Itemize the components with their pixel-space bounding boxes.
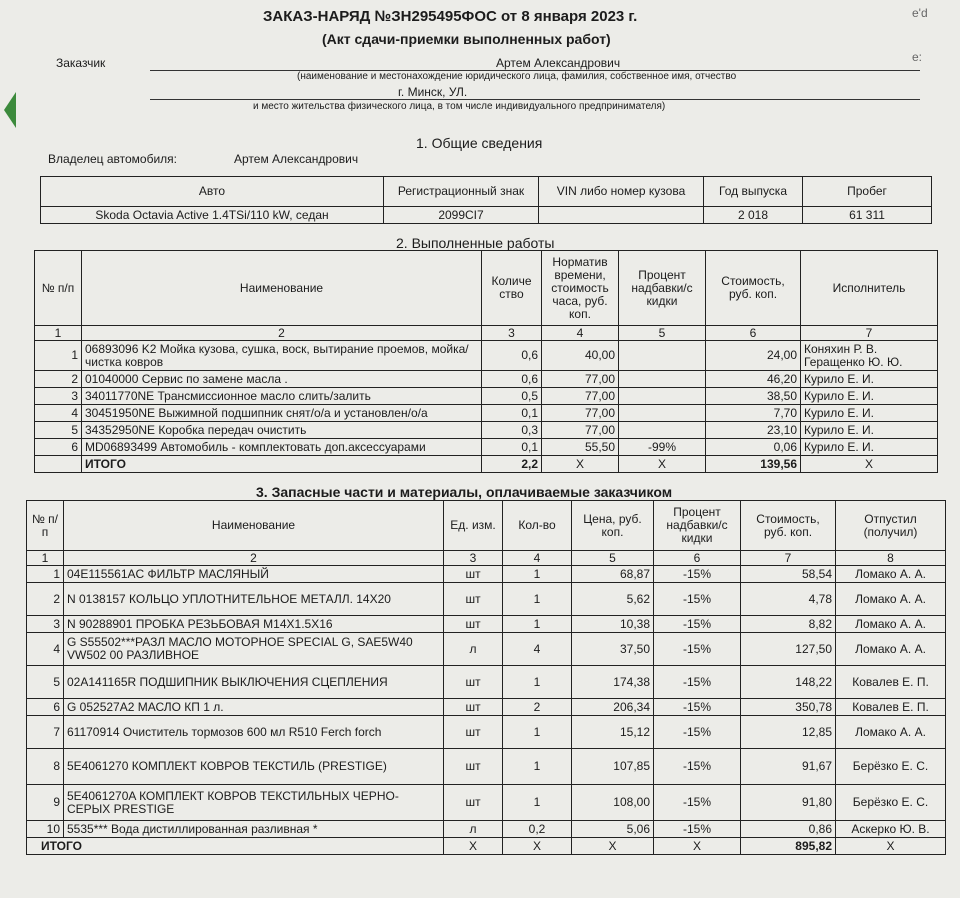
row-rate: 77,00 — [542, 405, 619, 422]
row-name: 5E4061270A КОМПЛЕКТ КОВРОВ ТЕКСТИЛЬНЫХ ЧЕРНО-СЕРЫХ PRESTIGE — [64, 785, 444, 821]
index-cell: 7 — [801, 326, 938, 341]
row-cost: 38,50 — [706, 388, 801, 405]
row-num: 5 — [35, 422, 82, 439]
row-num: 5 — [27, 666, 64, 699]
auto-value: Skoda Octavia Active 1.4TSi/110 kW, седан — [41, 207, 384, 224]
row-unit: л — [444, 633, 503, 666]
index-cell: 4 — [542, 326, 619, 341]
row-cost: 58,54 — [741, 566, 836, 583]
row-cost: 46,20 — [706, 371, 801, 388]
row-num: 1 — [35, 341, 82, 371]
row-num: 4 — [35, 405, 82, 422]
index-cell: 2 — [64, 551, 444, 566]
row-qty: 0,2 — [503, 821, 572, 838]
total-cost: 139,56 — [706, 456, 801, 473]
row-name: 01040000 Сервис по замене масла . — [82, 371, 482, 388]
row-qty: 0,5 — [482, 388, 542, 405]
row-qty: 1 — [503, 666, 572, 699]
row-unit: л — [444, 821, 503, 838]
row-price: 15,12 — [572, 716, 654, 749]
row-name: 5E4061270 КОМПЛЕКТ КОВРОВ ТЕКСТИЛЬ (PRESTIGE) — [64, 749, 444, 785]
total-pct: X — [654, 838, 741, 855]
row-unit: шт — [444, 583, 503, 616]
index-cell: 8 — [836, 551, 946, 566]
row-name: 04E115561AC ФИЛЬТР МАСЛЯНЫЙ — [64, 566, 444, 583]
row-name: N 0138157 КОЛЬЦО УПЛОТНИТЕЛЬНОЕ МЕТАЛЛ. 14X20 — [64, 583, 444, 616]
row-pct — [619, 405, 706, 422]
row-name: G S55502***РАЗЛ МАСЛО МОТОРНОЕ SPECIAL G, SAE5W40 VW502 00 РАЗЛИВНОЕ — [64, 633, 444, 666]
row-price: 206,34 — [572, 699, 654, 716]
row-cost: 350,78 — [741, 699, 836, 716]
row-price: 37,50 — [572, 633, 654, 666]
total-label: ИТОГО — [27, 838, 444, 855]
total-exec: X — [801, 456, 938, 473]
index-cell: 5 — [619, 326, 706, 341]
customer-address: г. Минск, УЛ. — [398, 85, 468, 99]
row-rate: 40,00 — [542, 341, 619, 371]
row-pct: -99% — [619, 439, 706, 456]
row-who: Ломако А. А. — [836, 616, 946, 633]
table-row — [35, 422, 938, 439]
row-exec: Курило Е. И. — [801, 371, 938, 388]
row-num: 3 — [35, 388, 82, 405]
general-info-table — [40, 176, 932, 224]
green-tab-marker — [4, 92, 16, 128]
row-exec: Курило Е. И. — [801, 439, 938, 456]
row-num: 9 — [27, 785, 64, 821]
row-unit: шт — [444, 699, 503, 716]
row-qty: 1 — [503, 583, 572, 616]
row-pct — [619, 388, 706, 405]
total-qty: 2,2 — [482, 456, 542, 473]
table-row — [35, 405, 938, 422]
index-cell: 6 — [654, 551, 741, 566]
row-unit: шт — [444, 785, 503, 821]
row-qty: 0,6 — [482, 341, 542, 371]
section3-title: 3. Запасные части и материалы, оплачиваемые заказчиком — [256, 484, 673, 500]
index-cell: 6 — [706, 326, 801, 341]
margin-mark: e: — [912, 50, 923, 64]
row-name: 02A141165R ПОДШИПНИК ВЫКЛЮЧЕНИЯ СЦЕПЛЕНИЯ — [64, 666, 444, 699]
total-cost: 895,82 — [741, 838, 836, 855]
row-cost: 8,82 — [741, 616, 836, 633]
row-cost: 7,70 — [706, 405, 801, 422]
table-row — [27, 633, 946, 666]
row-qty: 1 — [503, 716, 572, 749]
address-underline — [150, 99, 920, 100]
index-cell: 4 — [503, 551, 572, 566]
index-cell: 7 — [741, 551, 836, 566]
row-exec: Курило Е. И. — [801, 422, 938, 439]
table-row — [35, 439, 938, 456]
total-num-cell — [35, 456, 82, 473]
row-exec: Коняхин Р. В. Геращенко Ю. Ю. — [801, 341, 938, 371]
year-value: 2 018 — [704, 207, 803, 224]
index-cell: 5 — [572, 551, 654, 566]
row-pct: -15% — [654, 633, 741, 666]
vin-value — [539, 207, 704, 224]
section2-title: 2. Выполненные работы — [396, 235, 555, 251]
col-cost: Стоимость, руб. коп. — [706, 251, 801, 326]
total-rate: X — [542, 456, 619, 473]
row-exec: Курило Е. И. — [801, 405, 938, 422]
row-cost: 4,78 — [741, 583, 836, 616]
table-row — [35, 371, 938, 388]
col-reg: Регистрационный знак — [384, 177, 539, 207]
total-label: ИТОГО — [82, 456, 482, 473]
margin-mark: e'd — [912, 6, 928, 20]
works-total-row — [35, 456, 938, 473]
row-qty: 0,3 — [482, 422, 542, 439]
row-price: 68,87 — [572, 566, 654, 583]
row-cost: 0,06 — [706, 439, 801, 456]
col-qty: Количе ство — [482, 251, 542, 326]
col-rate: Норматив времени, стоимость часа, руб. коп. — [542, 251, 619, 326]
row-price: 174,38 — [572, 666, 654, 699]
row-qty: 1 — [503, 785, 572, 821]
col-name: Наименование — [82, 251, 482, 326]
row-pct: -15% — [654, 666, 741, 699]
parts-total-row — [27, 838, 946, 855]
table-row — [35, 341, 938, 371]
row-unit: шт — [444, 716, 503, 749]
row-pct: -15% — [654, 616, 741, 633]
row-qty: 1 — [503, 616, 572, 633]
col-unit: Ед. изм. — [444, 501, 503, 551]
row-name: N 90288901 ПРОБКА РЕЗЬБОВАЯ M14X1.5X16 — [64, 616, 444, 633]
row-num: 6 — [27, 699, 64, 716]
section1-title: 1. Общие сведения — [416, 135, 543, 151]
parts-table — [26, 500, 946, 855]
works-table — [34, 250, 938, 473]
col-auto: Авто — [41, 177, 384, 207]
row-unit: шт — [444, 566, 503, 583]
row-num: 2 — [27, 583, 64, 616]
customer-name: Артем Александрович — [496, 56, 621, 70]
row-name: G 052527A2 МАСЛО КП 1 л. — [64, 699, 444, 716]
index-cell: 1 — [35, 326, 82, 341]
total-price: X — [572, 838, 654, 855]
col-name: Наименование — [64, 501, 444, 551]
col-price: Цена, руб. коп. — [572, 501, 654, 551]
row-price: 10,38 — [572, 616, 654, 633]
row-price: 5,06 — [572, 821, 654, 838]
row-pct — [619, 422, 706, 439]
row-pct: -15% — [654, 785, 741, 821]
row-qty: 2 — [503, 699, 572, 716]
row-qty: 0,6 — [482, 371, 542, 388]
table-row — [27, 583, 946, 616]
row-pct — [619, 371, 706, 388]
row-unit: шт — [444, 749, 503, 785]
row-num: 1 — [27, 566, 64, 583]
index-cell: 3 — [444, 551, 503, 566]
row-pct: -15% — [654, 583, 741, 616]
row-num: 6 — [35, 439, 82, 456]
row-who: Ломако А. А. — [836, 566, 946, 583]
row-pct: -15% — [654, 699, 741, 716]
col-pct: Процент надбавки/с кидки — [654, 501, 741, 551]
index-cell: 3 — [482, 326, 542, 341]
row-name: 34011770NE Трансмиссионное масло слить/залить — [82, 388, 482, 405]
mileage-value: 61 311 — [803, 207, 932, 224]
row-name: 5535*** Вода дистиллированная разливная * — [64, 821, 444, 838]
row-rate: 77,00 — [542, 388, 619, 405]
row-cost: 23,10 — [706, 422, 801, 439]
row-cost: 12,85 — [741, 716, 836, 749]
table-row — [27, 716, 946, 749]
total-pct: X — [619, 456, 706, 473]
row-price: 107,85 — [572, 749, 654, 785]
col-num: № п/п — [35, 251, 82, 326]
row-pct: -15% — [654, 821, 741, 838]
table-row — [27, 699, 946, 716]
row-cost: 91,80 — [741, 785, 836, 821]
row-who: Ковалев Е. П. — [836, 699, 946, 716]
row-pct — [619, 341, 706, 371]
owner-label: Владелец автомобиля: — [48, 152, 177, 166]
row-pct: -15% — [654, 749, 741, 785]
table-row — [27, 749, 946, 785]
row-unit: шт — [444, 666, 503, 699]
row-who: Аскерко Ю. В. — [836, 821, 946, 838]
row-name: 34352950NE Коробка передач очистить — [82, 422, 482, 439]
document-subtitle: (Акт сдачи-приемки выполненных работ) — [322, 31, 611, 47]
total-unit: X — [444, 838, 503, 855]
col-cost: Стоимость, руб. коп. — [741, 501, 836, 551]
row-who: Ковалев Е. П. — [836, 666, 946, 699]
row-price: 5,62 — [572, 583, 654, 616]
general-info-row — [41, 207, 932, 224]
row-num: 3 — [27, 616, 64, 633]
row-cost: 91,67 — [741, 749, 836, 785]
document-title: ЗАКАЗ-НАРЯД №ЗН295495ФОС от 8 января 2023 г. — [263, 8, 638, 25]
col-exec: Исполнитель — [801, 251, 938, 326]
row-who: Ломако А. А. — [836, 633, 946, 666]
col-mileage: Пробег — [803, 177, 932, 207]
row-name: 06893096 K2 Мойка кузова, сушка, воск, вытирание проемов, мойка/чистка ковров — [82, 341, 482, 371]
col-qty: Кол-во — [503, 501, 572, 551]
row-name: MD06893499 Автомобиль - комплектовать доп.аксессуарами — [82, 439, 482, 456]
total-who: X — [836, 838, 946, 855]
row-num: 4 — [27, 633, 64, 666]
row-num: 10 — [27, 821, 64, 838]
table-row — [27, 616, 946, 633]
row-num: 2 — [35, 371, 82, 388]
reg-value: 2099CI7 — [384, 207, 539, 224]
row-exec: Курило Е. И. — [801, 388, 938, 405]
col-who: Отпустил (получил) — [836, 501, 946, 551]
row-rate: 55,50 — [542, 439, 619, 456]
row-unit: шт — [444, 616, 503, 633]
table-row — [27, 821, 946, 838]
row-name: 61170914 Очиститель тормозов 600 мл R510 Ferch forch — [64, 716, 444, 749]
customer-hint: (наименование и местонахождение юридического лица, фамилия, собственное имя, отчество — [297, 71, 737, 82]
col-year: Год выпуска — [704, 177, 803, 207]
address-hint: и место жительства физического лица, в том числе индивидуального предпринимателя) — [253, 101, 666, 112]
table-row — [35, 388, 938, 405]
row-num: 8 — [27, 749, 64, 785]
parts-index-row — [27, 551, 946, 566]
index-cell: 1 — [27, 551, 64, 566]
table-row — [27, 785, 946, 821]
row-qty: 0,1 — [482, 405, 542, 422]
row-price: 108,00 — [572, 785, 654, 821]
index-cell: 2 — [82, 326, 482, 341]
row-qty: 1 — [503, 749, 572, 785]
owner-name: Артем Александрович — [234, 152, 359, 166]
works-index-row — [35, 326, 938, 341]
customer-label: Заказчик — [56, 56, 106, 70]
row-rate: 77,00 — [542, 422, 619, 439]
col-pct: Процент надбавки/с кидки — [619, 251, 706, 326]
col-num: № п/п — [27, 501, 64, 551]
row-name: 30451950NE Выжимной подшипник снят/о/а и установлен/о/а — [82, 405, 482, 422]
row-qty: 4 — [503, 633, 572, 666]
row-rate: 77,00 — [542, 371, 619, 388]
row-cost: 24,00 — [706, 341, 801, 371]
row-qty: 0,1 — [482, 439, 542, 456]
row-who: Ломако А. А. — [836, 583, 946, 616]
row-cost: 127,50 — [741, 633, 836, 666]
table-row — [27, 566, 946, 583]
table-row — [27, 666, 946, 699]
row-pct: -15% — [654, 566, 741, 583]
row-num: 7 — [27, 716, 64, 749]
row-pct: -15% — [654, 716, 741, 749]
row-qty: 1 — [503, 566, 572, 583]
col-vin: VIN либо номер кузова — [539, 177, 704, 207]
total-qty: X — [503, 838, 572, 855]
row-cost: 0,86 — [741, 821, 836, 838]
row-who: Ломако А. А. — [836, 716, 946, 749]
row-who: Берёзко Е. С. — [836, 749, 946, 785]
row-cost: 148,22 — [741, 666, 836, 699]
row-who: Берёзко Е. С. — [836, 785, 946, 821]
